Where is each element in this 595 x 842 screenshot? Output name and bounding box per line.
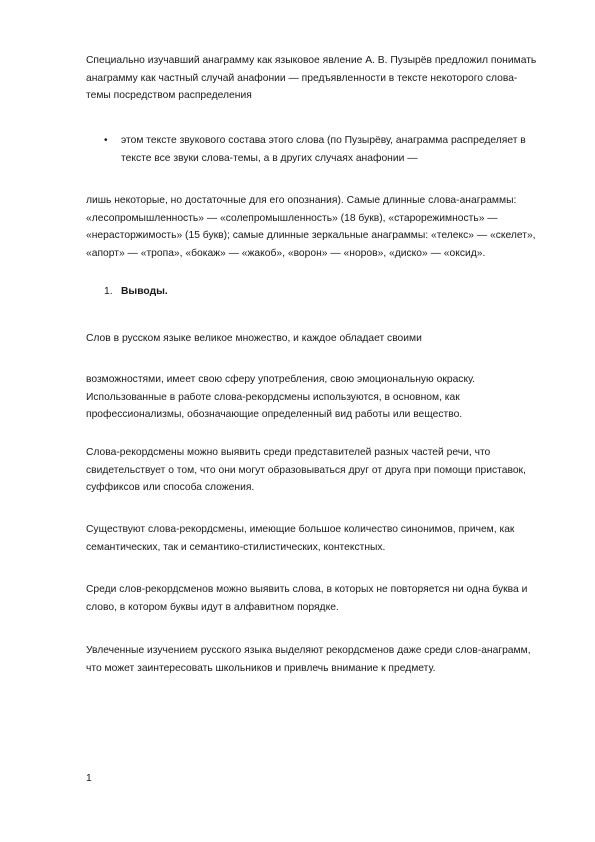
text-line: Среди слов-рекордсменов можно выявить слова, в которых не повторяется ни одна буква и	[86, 584, 528, 595]
bullet-marker: •	[104, 135, 108, 146]
text-line: Существуют слова-рекордсмены, имеющие большое количество синонимов, причем, как	[86, 524, 515, 535]
bullet-text	[121, 132, 526, 167]
conclusion-paragraph	[86, 444, 556, 497]
section-heading	[104, 283, 168, 301]
text-line: что может заинтересовать школьников и привлечь внимание к предмету.	[86, 662, 436, 674]
text-line: Использованные в работе слова-рекордсмены используются, в основном, как	[86, 391, 460, 403]
text-line: возможностями, имеет свою сферу употребления, свою эмоциональную окраску.	[86, 374, 476, 385]
text-line: лишь некоторые, но достаточные для его опознания). Самые длинные слова-анаграммы:	[86, 195, 517, 206]
anagram-paragraph	[86, 192, 556, 262]
text-line: Специально изучавший анаграмму как языковое явление А. В. Пузырёв предложил понимать	[86, 55, 537, 66]
text-line: слово, в котором буквы идут в алфавитном порядке.	[86, 601, 339, 613]
text-line: «лесопромышленность» — «солепромышленность» (18 букв), «старорежимность» —	[86, 212, 498, 224]
text-line: темы посредством распределения	[86, 90, 252, 101]
conclusion-paragraph	[86, 371, 556, 424]
text-line: свидетельствует о том, что они могут образовываться друг от друга при помощи приставок,	[86, 464, 526, 476]
text-line: «нерасторжимость» (15 букв); самые длинные зеркальные анаграммы: «телекс» — «скелет»,	[86, 230, 536, 241]
conclusion-paragraph	[86, 521, 556, 556]
conclusion-paragraph	[86, 581, 556, 616]
intro-paragraph	[86, 52, 556, 105]
text-line: анаграмму как частный случай анафонии — предъявленности в тексте некоторого слова-	[86, 72, 518, 84]
text-line: «апорт» — «тропа», «бокаж» — «жакоб», «ворон» — «норов», «диско» — «оксид».	[86, 247, 486, 259]
text-line: семантических, так и семантико-стилистических, контекстных.	[86, 541, 386, 553]
text-line: Слова-рекордсмены можно выявить среди представителей разных частей речи, что	[86, 447, 491, 458]
text-line: суффиксов или способа сложения.	[86, 482, 255, 493]
section-number: 1.	[104, 286, 113, 297]
text-line: тексте все звуки слова-темы, а в других случаях анафонии —	[121, 152, 418, 164]
text-line: профессионализмы, обозначающие определенный вид работы или вещество.	[86, 409, 463, 420]
text-line: этом тексте звукового состава этого слова (по Пузырёву, анаграмма распределяет в	[121, 135, 526, 146]
section-title: Выводы.	[121, 286, 168, 297]
conclusion-paragraph	[86, 330, 556, 348]
text-line: Увлеченные изучением русского языка выделяют рекордсменов даже среди слов-анаграмм,	[86, 645, 531, 656]
conclusion-paragraph	[86, 642, 556, 677]
text-line: Слов в русском языке великое множество, и каждое обладает своими	[86, 333, 422, 344]
page-number: 1	[86, 773, 92, 784]
